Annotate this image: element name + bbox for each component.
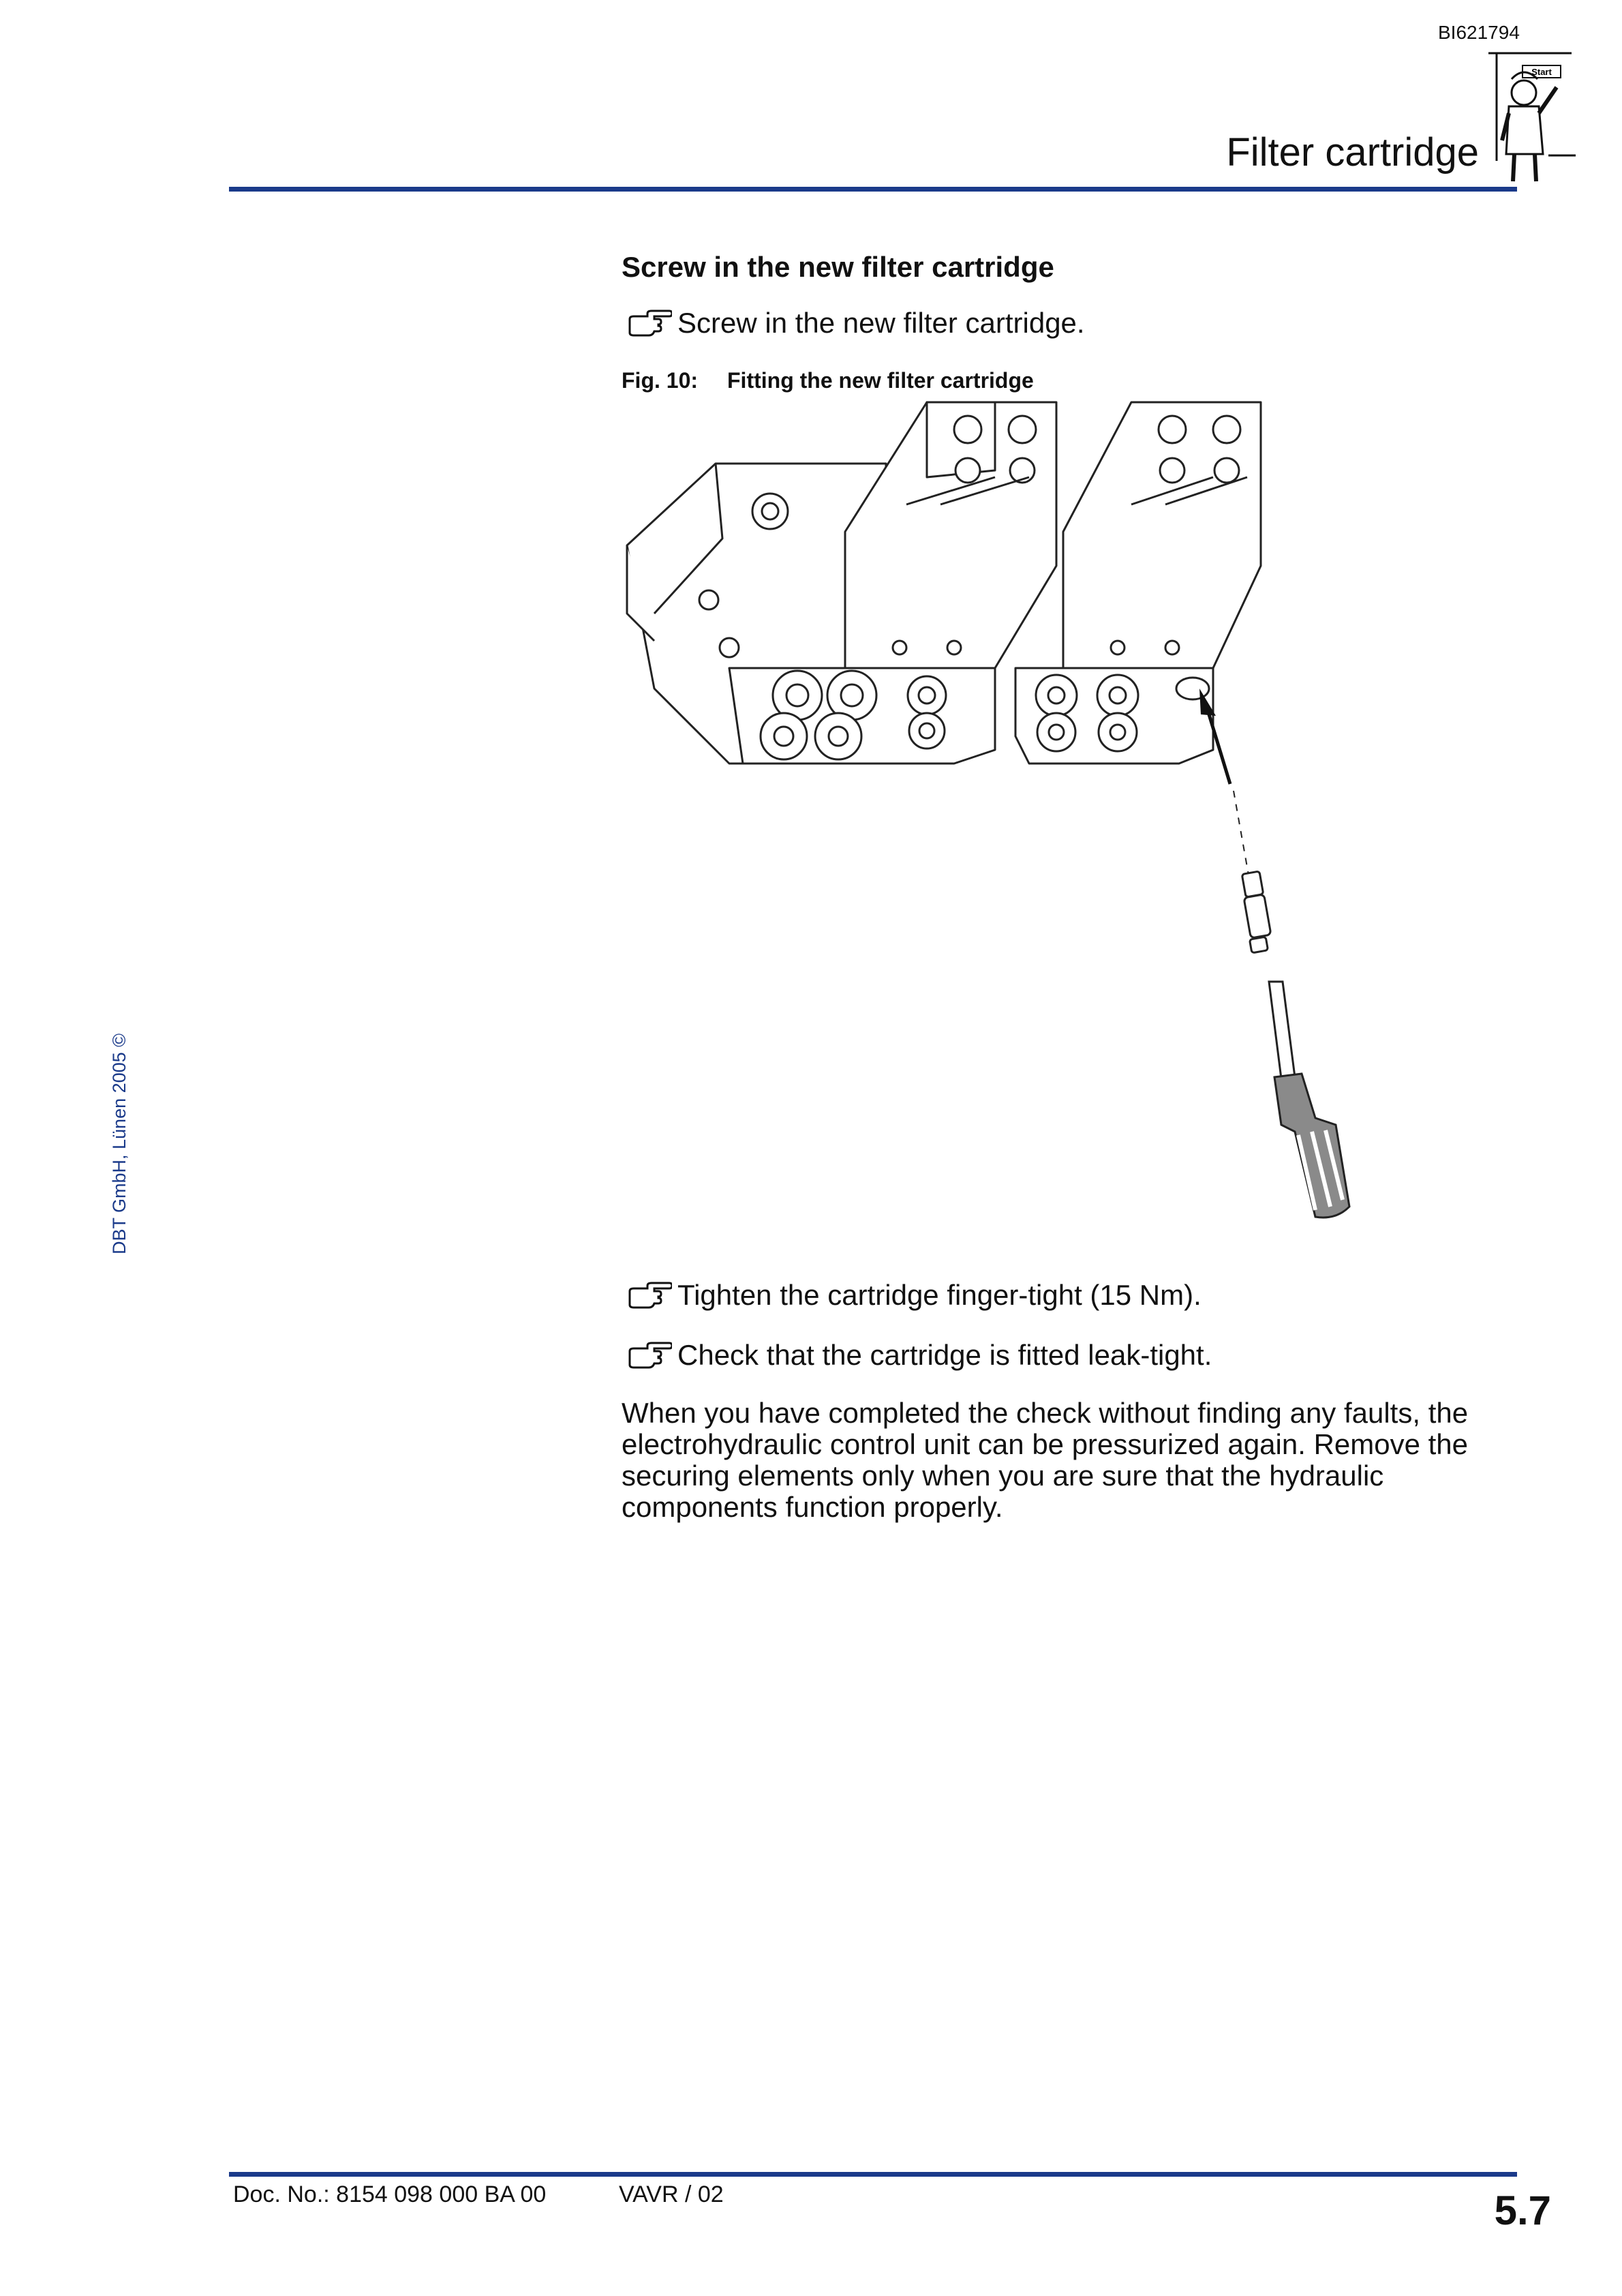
figure-caption xyxy=(622,368,1034,393)
step-text: Check that the cartridge is fitted leak-tight. xyxy=(677,1339,1212,1371)
pointing-hand-icon xyxy=(627,309,672,337)
figure-number: Fig. 10: xyxy=(622,368,699,393)
page-title: Filter cartridge xyxy=(1226,130,1479,175)
copyright-text: DBT GmbH, Lünen 2005 xyxy=(109,1052,129,1254)
footer-divider xyxy=(229,2172,1517,2177)
instruction-step-3 xyxy=(627,1339,1212,1372)
step-text: Screw in the new filter cartridge. xyxy=(677,307,1085,339)
section-heading: Screw in the new filter cartridge xyxy=(622,251,1054,283)
document-id: BI621794 xyxy=(1438,22,1520,43)
start-label: Start xyxy=(1531,67,1552,77)
footer-version: VAVR / 02 xyxy=(619,2181,724,2207)
start-worker-icon xyxy=(1483,52,1578,188)
copyright-notice xyxy=(109,1033,130,1254)
footer-document-number: Doc. No.: 8154 098 000 BA 00 xyxy=(233,2181,547,2207)
figure-caption-text: Fitting the new filter cartridge xyxy=(727,368,1034,393)
instruction-step-1 xyxy=(627,307,1085,339)
page-number: 5.7 xyxy=(1494,2188,1551,2233)
pointing-hand-icon xyxy=(627,1342,672,1369)
closing-paragraph: When you have completed the check without finding any faults, the electrohydraulic control unit can be pressurized again. Remove the securing elements only when you are sure that the hydraulic components function properly. xyxy=(622,1397,1469,1523)
copyright-symbol: © xyxy=(109,1033,129,1047)
instruction-step-2 xyxy=(627,1279,1202,1312)
pointing-hand-icon xyxy=(627,1282,672,1309)
header-divider xyxy=(229,187,1517,192)
step-text: Tighten the cartridge finger-tight (15 Nm). xyxy=(677,1279,1202,1311)
filter-cartridge-illustration xyxy=(613,395,1431,1227)
